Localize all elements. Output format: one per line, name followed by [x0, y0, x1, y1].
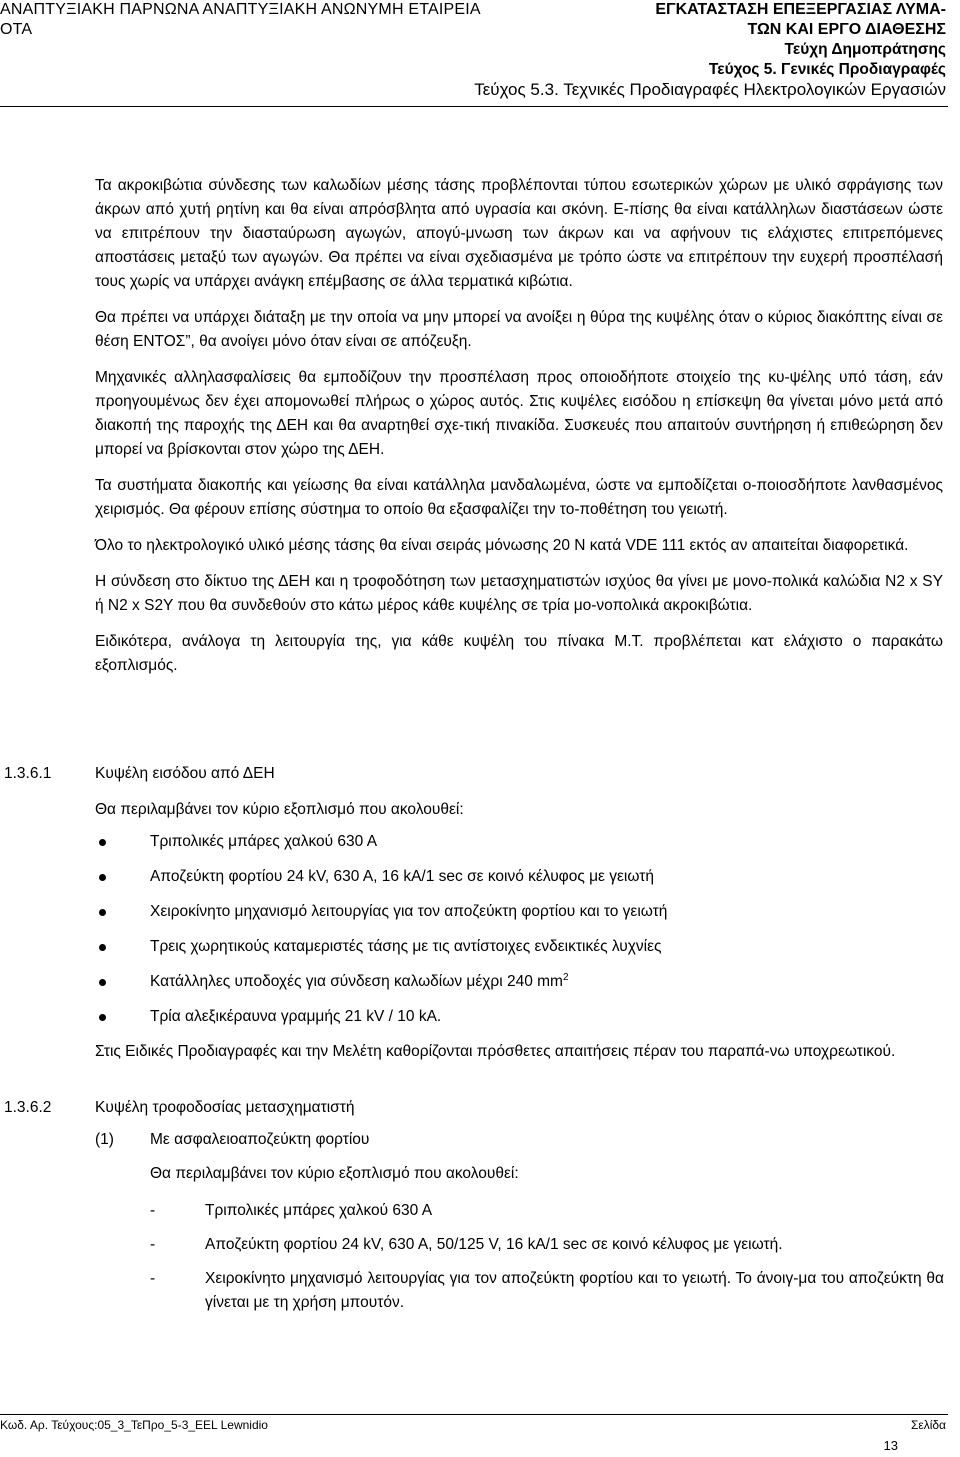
- dash-marker: -: [150, 1202, 156, 1219]
- header-organization: [0, 0, 600, 40]
- header-org-line2: ΟΤΑ: [0, 21, 33, 38]
- header-project-line4: Τεύχος 5. Γενικές Προδιαγραφές: [708, 61, 946, 78]
- paragraph: Μηχανικές αλληλασφαλίσεις θα εμποδίζουν την προσπέλαση προς οποιοδήποτε στοιχείο της κυ-ψέλης υπό τάση, εάν προηγουμένως δεν έχει απομονωθεί πλήρως ο χώρος αυτός. Στις κυψέλες εισόδου η επίσκεψη θα γίνεται μόνο μετά από διακοπή της παροχής της ΔΕΗ και θα αναρτηθεί σχε-τική πινακίδα. Συσκευές που απαιτούν συντήρηση ή επιθεώρηση δεν μπορεί να βρίσκονται στον χώρο της ΔΕΗ.: [95, 369, 943, 458]
- intro-paragraphs: [95, 174, 943, 678]
- section1-equipment-list: [95, 830, 943, 1040]
- subsection-heading: [95, 1128, 943, 1152]
- list-item: Κατάλληλες υποδοχές για σύνδεση καλωδίων μέχρι 240 $mm^2$: [95, 970, 943, 1005]
- section-number: 1.3.6.1: [4, 765, 52, 782]
- footer-divider: [0, 1414, 948, 1415]
- bullet-icon: [99, 874, 106, 881]
- bullet-icon: [99, 979, 106, 986]
- paragraph: Η σύνδεση στο δίκτυο της ΔΕΗ και η τροφοδότηση των μετασχηματιστών ισχύος θα γίνει με μονο-πολικά καλώδια Ν2 x SY ή N2 x S2Y που θα συνδεθούν στο κάτω μέρος κάθε κυψέλης σε τρία μο-νοπολικά ακροκιβώτια.: [95, 573, 943, 614]
- section-number: 1.3.6.2: [4, 1099, 52, 1116]
- footer-document-code: Κωδ. Αρ. Τεύχους:05_3_ΤεΠρο_5-3_EEL Lewnidio: [0, 1418, 268, 1432]
- section2-intro: Θα περιλαμβάνει τον κύριο εξοπλισμό που ακολουθεί:: [150, 1165, 519, 1182]
- dash-marker: -: [150, 1270, 156, 1287]
- bullet-icon: [99, 839, 106, 846]
- header-project-line2: ΤΩΝ ΚΑΙ ΕΡΓΟ ΔΙΑΘΕΣΗΣ: [747, 21, 946, 38]
- header-org-line1: ΑΝΑΠΤΥΞΙΑΚΗ ΠΑΡΝΩΝΑ ΑΝΑΠΤΥΞΙΑΚΗ ΑΝΩΝΥΜΗ ΕΤΑΙΡΕΙΑ: [0, 1, 481, 18]
- paragraph: Ειδικότερα, ανάλογα τη λειτουργία της, για κάθε κυψέλη του πίνακα Μ.Τ. προβλέπεται κατ ελάχιστο ο παρακάτω εξοπλισμός.: [95, 633, 943, 674]
- section-title: Κυψέλη τροφοδοσίας μετασχηματιστή: [95, 1099, 355, 1116]
- list-item: - Τριπολικές μπάρες χαλκού 630 Α: [150, 1199, 944, 1223]
- subsection-title: Με ασφαλειοαποζεύκτη φορτίου: [150, 1131, 370, 1148]
- list-item: Τρεις χωρητικούς καταμεριστές τάσης με τις αντίστοιχες ενδεικτικές λυχνίες: [95, 935, 943, 970]
- header-subtitle: Τεύχος 5.3. Τεχνικές Προδιαγραφές Ηλεκτρολογικών Εργασιών: [474, 80, 946, 99]
- section-heading-2: [4, 1096, 944, 1120]
- section-heading-1: [4, 762, 944, 786]
- footer-page-label: Σελίδα: [910, 1418, 946, 1432]
- header-project-line1: ΕΓΚΑΤΑΣΤΑΣΗ ΕΠΕΞΕΡΓΑΣΙΑΣ ΛΥΜΑ-: [655, 1, 946, 18]
- list-item: - Χειροκίνητο μηχανισμό λειτουργίας για τον αποζεύκτη φορτίου και το γειωτή. Το άνοιγ-μα του αποζεύκτη θα γίνεται με τη χρήση μπουτόν.: [150, 1267, 944, 1315]
- bullet-icon: [99, 1014, 106, 1021]
- header-project-line3: Τεύχη Δημοπράτησης: [784, 41, 946, 58]
- list-item: - Αποζεύκτη φορτίου 24 kV, 630 A, 50/125 V, 16 kA/1 sec σε κοινό κέλυφος με γειωτή.: [150, 1233, 944, 1257]
- bullet-icon: [99, 944, 106, 951]
- subsection-label: (1): [95, 1131, 114, 1148]
- section1-intro: Θα περιλαμβάνει τον κύριο εξοπλισμό που ακολουθεί:: [95, 801, 464, 818]
- paragraph: Θα πρέπει να υπάρχει διάταξη με την οποία να μην μπορεί να ανοίξει η θύρα της κυψέλης όταν ο κύριος διακόπτης είναι σε θέση ΕΝΤΟΣ”, θα ανοίγει μόνο όταν είναι σε απόζευξη.: [95, 309, 943, 350]
- header-project: [586, 0, 946, 80]
- section-title: Κυψέλη εισόδου από ΔΕΗ: [95, 765, 275, 782]
- superscript: 2: [562, 971, 569, 983]
- page-number: 13: [883, 1438, 898, 1453]
- list-item: Τρία αλεξικέραυνα γραμμής 21 kV / 10 kA.: [95, 1005, 943, 1040]
- section2-equipment-list: [150, 1199, 944, 1325]
- bullet-icon: [99, 909, 106, 916]
- paragraph: Τα ακροκιβώτια σύνδεσης των καλωδίων μέσης τάσης προβλέπονται τύπου εσωτερικών χώρων με υλικό σφράγισης των άκρων από χυτή ρητίνη και θα είναι απρόσβλητα από υγρασία και σκόνη. Ε-πίσης θα είναι κατάλληλων διαστάσεων ώστε να επιτρέπουν την διασταύρωση αγωγών, απογύ-μνωση των άκρων και να αφήνουν τις ελάχιστες επιτρεπόμενες αποστάσεις μεταξύ των αγωγών. Θα πρέπει να είναι σχεδιασμένα με τρόπο ώστε να επιτρέπουν την ευχερή προσπέλασή τους χωρίς να υπάρχει ανάγκη επέμβασης σε άλλα τερματικά κιβώτια.: [95, 177, 943, 290]
- paragraph: Τα συστήματα διακοπής και γείωσης θα είναι κατάλληλα μανδαλωμένα, ώστε να εμποδίζεται ο-ποιοσδήποτε λανθασμένος χειρισμός. Θα φέρουν επίσης σύστημα το οποίο θα εξασφαλίζει την το-ποθέτηση του γειωτή.: [95, 477, 943, 518]
- list-item: Χειροκίνητο μηχανισμό λειτουργίας για τον αποζεύκτη φορτίου και το γειωτή: [95, 900, 943, 935]
- header-divider: [0, 106, 948, 107]
- section1-closing: Στις Ειδικές Προδιαγραφές και την Μελέτη καθορίζονται πρόσθετες απαιτήσεις πέραν του παραπά-νω υποχρεωτικού.: [95, 1043, 896, 1060]
- list-item: Αποζεύκτη φορτίου 24 kV, 630 A, 16 kA/1 sec σε κοινό κέλυφος με γειωτή: [95, 865, 943, 900]
- dash-marker: -: [150, 1236, 156, 1253]
- list-item: Τριπολικές μπάρες χαλκού 630 Α: [95, 830, 943, 865]
- page-header: [0, 0, 960, 110]
- paragraph: Όλο το ηλεκτρολογικό υλικό μέσης τάσης θα είναι σειράς μόνωσης 20 Ν κατά VDE 111 εκτός αν απαιτείται διαφορετικά.: [95, 537, 909, 554]
